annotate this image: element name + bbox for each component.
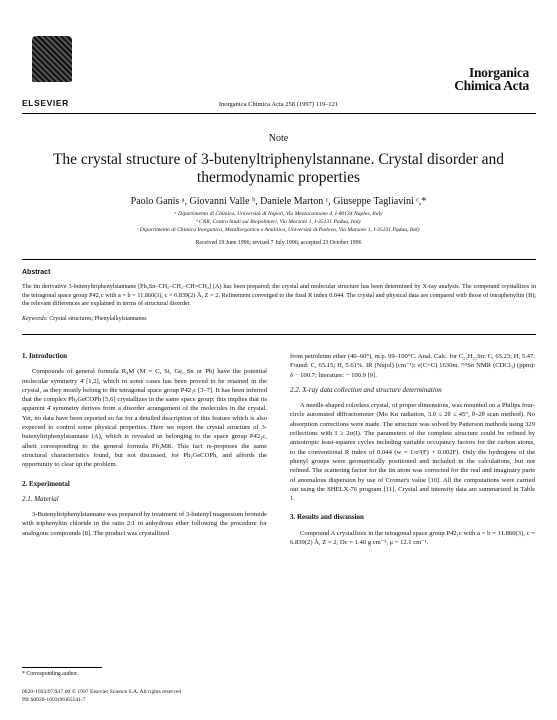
- section-experimental-heading: 2. Experimental: [22, 479, 70, 488]
- keywords-label: Keywords:: [22, 316, 48, 322]
- elsevier-tree-logo: [28, 36, 76, 92]
- material-text: 3-Butenyltriphenylstannane was prepared by treatment of 3-butenyl magnesium bromide with triphenyltin chloride in the ratio 2:1 in anhydrous ether following the procedure for analogous compounds [8]. The product was crystallized: [22, 511, 267, 537]
- introduction-text: Compounds of general formula R₄M (M = C, Si, Ge, Sn or Pb) have the potential molecular symmetry 4̄ [1,2], which in some cases has been proved to be retained in the crystal, as they mostly belong to the tetragonal space group P4̄2₁c [3–7]. It has been inferred that the complex Ph₃GeCOPh [5,6] crystallizes in the same space group; this implies that its apparent 4̄ symmetry derives from a disorder arrangement of the molecules in the crystal. Yet, no data have been reported so far for a detailed description of this feature which is also expected to control some physical properties. Here we report the crystal structure of 3-butenyltriphenylstannane (A), which is revealed as belonging to the space group P4̄2₁c, albeit corresponding to the general formula Ph₃MR. This fact re-proposes the same structural characteristics found, but not discussed, for Ph₃GeCOPh, and affords the opportunity to clear up the problem.: [22, 368, 267, 469]
- affiliation-c: ᶜ Dipartimento di Chimica Inorganica, Metallorganica e Analitica, Università di Padova, Via Marzolo 1, I-35131 Padua, Italy: [136, 227, 421, 233]
- subsection-material-heading: 2.1. Material: [22, 494, 59, 503]
- xray-text: A needle-shaped colorless crystal, of proper dimensions, was mounted on a Philips four-circle automated diffractometer (Mo Kα radiation, 3.0 ≤ 2θ ≤ 45°, θ–2θ scan method). No absorption corrections were made. The structure was solved by Patterson methods using 329 reflections with I ≥ 2σ(I). The parameters of the complete structure could be refined by anisotropic least-squares cycles including variable occupancy factors for the carbon atoms, to the conventional R index of 0.044 (w = 1/σ²(F) + 0.002F). Only the hydrogens of the phenyl groups were geometrically positioned and included in the calculations, but not refined. The scattering factor for the tin atom was corrected for the real and imaginary parts of anomalous dispersion by use of Cromer's value [10]. All the computations were carried out using the SHELX-76 program [11]. Crystal and intensity data are summarized in Table 1.: [290, 402, 535, 503]
- journal-logo-line1: Inorganica: [468, 65, 529, 80]
- received-dates: Received 19 June 1996; revised 7 July 1996; accepted 23 October 1996: [195, 240, 362, 246]
- abstract-top-rule: [22, 259, 536, 260]
- material-text-continued: from petroleum ether (40–60°), m.p. 99–100°C. Anal. Calc. for C₂₂H₂₂Sn: C, 65.23; H, 5.47. Found: C, 65.15; H, 5.61%. IR (Nujol) (cm⁻¹): ν(C=C) 1630m. ¹¹⁹Sn NMR (CDCl₃) (ppm): δ − 100.7; literature: − 100.9 [9].: [290, 353, 535, 379]
- affiliation-a: ᵃ Dipartimento di Chimica, Università di Napoli, Via Mezzocannone 4, I-80134 Naples, Italy: [174, 211, 383, 217]
- affiliation-b: ᵇ CNR, Centro Studi sui Biopolimeri, Via Marzolo 1, I-35131 Padua, Italy: [195, 219, 362, 225]
- journal-logo: [454, 66, 529, 92]
- keywords-line: [22, 316, 147, 322]
- abstract-bottom-rule: [22, 334, 536, 335]
- journal-logo-line2: Chimica Acta: [454, 78, 529, 93]
- right-column: [290, 352, 535, 547]
- pii-line: PII S0020-1693(96)05541-7: [22, 697, 86, 703]
- author-list: Paolo Ganis ᵃ, Giovanni Valle ᵇ, Daniele Marton ᶜ, Giuseppe Tagliavini ᶜ,*: [130, 196, 427, 207]
- publisher-name: ELSEVIER: [22, 98, 69, 108]
- abstract-heading: Abstract: [22, 269, 51, 276]
- section-results-heading: 3. Results and discussion: [290, 513, 364, 522]
- section-introduction-heading: 1. Introduction: [22, 352, 67, 360]
- copyright-block: [22, 688, 181, 704]
- journal-reference: Inorganica Chimica Acta 258 (1997) 119–121: [218, 101, 339, 108]
- article-title: The crystal structure of 3-butenyltriphenylstannane. Crystal disorder and thermodynamic properties: [52, 151, 505, 186]
- results-text: Compound A crystallizes in the tetragonal space group P4̄2₁c with a = b = 11.860(3), c = 6.839(2) Å, Z = 2, Dc = 1.40 g cm⁻³, μ = 12.1 cm⁻¹.: [290, 529, 535, 547]
- left-column: [22, 352, 267, 538]
- header-rule: [22, 113, 536, 114]
- corresponding-author-footnote: * Corresponding author.: [22, 671, 79, 677]
- article-type: Note: [268, 133, 289, 144]
- abstract-text: The tin derivative 3-butenyltriphenylstannane [Ph₃Sn–CH₂–CH₂–CH=CH₂] (A) has been prepared; the crystal and molecular structure has been determined by X-ray analysis. The compound crystallizes in the tetragonal space group P4̄2₁c with a = b = 11.860(3), c = 6.839(2) Å, Z = 2. Refinement converged to the final R index 0.044. The crystal and physical data are compared with those of tetraphenyltin (B); the relevant differences are explained in terms of structural disorder.: [22, 283, 536, 308]
- copyright-line: 0020-1693/97/$17.00 © 1997 Elsevier Science S.A. All rights reserved: [22, 689, 182, 695]
- footnote-rule: [22, 667, 102, 668]
- subsection-xray-heading: 2.2. X-ray data collection and structure determination: [290, 385, 442, 394]
- keywords-text: Crystal structures; Phenylalkylstannanes: [49, 316, 147, 322]
